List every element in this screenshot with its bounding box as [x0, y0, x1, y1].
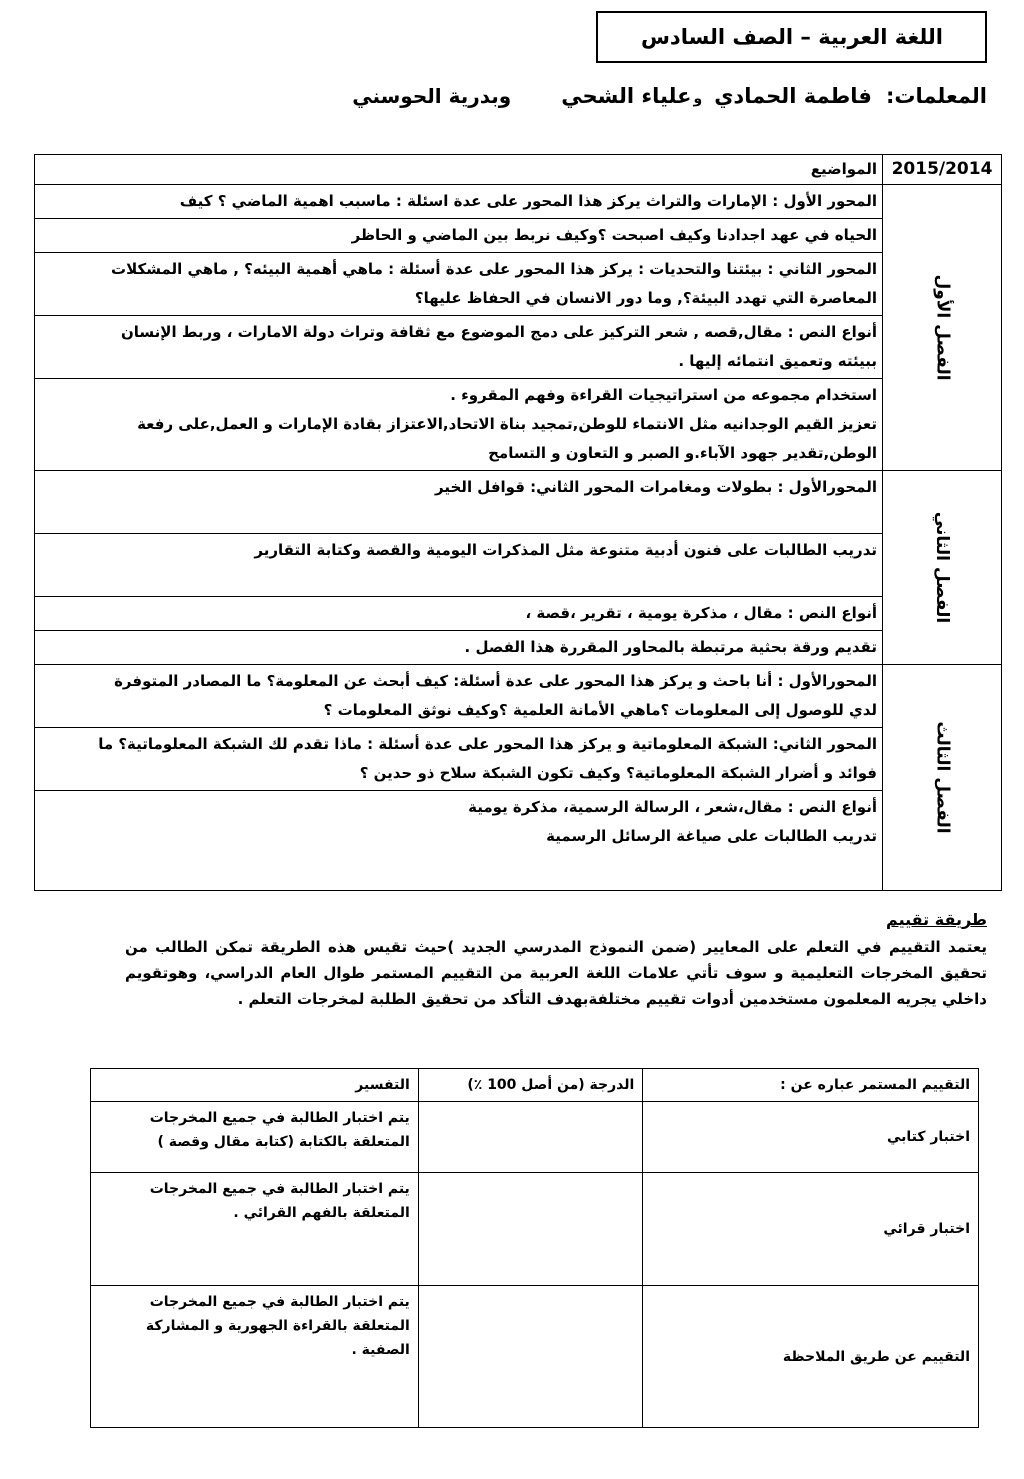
plan-row — [35, 631, 1002, 665]
plan-row — [35, 728, 1002, 791]
plan-topic-line: الوطن,تقدير جهود الآباء.و الصبر و التعاون و التسامح — [488, 444, 877, 462]
evaluation-description: يتم اختبار الطالبة في جميع المخرجات المتعلقة بالكتابة (كتابة مقال وقصة ) — [91, 1102, 419, 1173]
semester-label-cell — [883, 665, 1002, 891]
evaluation-table — [90, 1068, 979, 1428]
evaluation-type: اختبار قرائي — [643, 1173, 979, 1286]
evaluation-header-row — [91, 1069, 979, 1102]
plan-header-row — [35, 155, 1002, 185]
plan-topic-cell — [35, 316, 883, 379]
evaluation-description: يتم اختبار الطالبة في جميع المخرجات المتعلقة بالقراءة الجهورية و المشاركة الصفية . — [91, 1286, 419, 1428]
semester-label: الفصل الثاني — [932, 511, 953, 624]
plan-topic-cell — [35, 665, 883, 728]
plan-topic-line: تدريب الطالبات على فنون أدبية متنوعة مثل المذكرات اليومية والقصة وكتابة التقارير — [254, 541, 877, 559]
teacher-name-2: علياء الشحي — [561, 84, 692, 108]
plan-row — [35, 253, 1002, 316]
plan-topic-line: المحور الأول : الإمارات والتراث يركز هذا المحور على عدة اسئلة : ماسبب اهمية الماضي ؟ كيف — [179, 192, 877, 210]
plan-row — [35, 219, 1002, 253]
plan-row — [35, 597, 1002, 631]
plan-topic-cell — [35, 631, 883, 665]
evaluation-grade — [418, 1173, 643, 1286]
plan-topic-line: أنواع النص : مقال,قصه , شعر التركيز على دمج الموضوع مع ثقافة وتراث دولة الامارات ، وربط الإنسان — [120, 323, 877, 341]
teacher-separator: و — [693, 91, 703, 107]
plan-topic-cell — [35, 379, 883, 471]
plan-topic-line: ببيئته وتعميق انتمائه إليها . — [678, 352, 877, 370]
plan-topic-cell — [35, 534, 883, 597]
teachers-line — [287, 84, 987, 108]
teacher-name-1: فاطمة الحمادي — [714, 84, 872, 108]
evaluation-type: التقييم عن طريق الملاحظة — [643, 1286, 979, 1428]
document-title-text: اللغة العربية – الصف السادس — [640, 25, 943, 49]
plan-row — [35, 791, 1002, 891]
plan-topic-line — [40, 851, 877, 880]
plan-topic-line: المحورالأول : بطولات ومغامرات المحور الثاني: قوافل الخير — [435, 478, 877, 496]
teachers-label: المعلمات: — [885, 84, 987, 108]
plan-topic-line: المحور الثاني : بيئتنا والتحديات : يركز هذا المحور على عدة أسئلة : ماهي أهمية البيئه؟ , ماهي المشكلات — [111, 260, 877, 278]
teacher-name-3: وبدرية الحوسني — [352, 84, 512, 108]
year-header: 2015/2014 — [883, 155, 1002, 185]
plan-topic-cell — [35, 791, 883, 891]
evaluation-description: يتم اختبار الطالبة في جميع المخرجات المتعلقة بالفهم القرائي . — [91, 1173, 419, 1286]
plan-row — [35, 665, 1002, 728]
plan-topic-line: لدي للوصول إلى المعلومات ؟ماهي الأمانة العلمية ؟وكيف نوثق المعلومات ؟ — [323, 701, 877, 719]
evaluation-header-type: التقييم المستمر عباره عن : — [643, 1069, 979, 1102]
plan-topic-cell — [35, 597, 883, 631]
plan-topic-line: تقديم ورقة بحثية مرتبطة بالمحاور المقررة هذا الفصل . — [464, 638, 877, 656]
plan-row — [35, 534, 1002, 597]
semester-label: الفصل الأول — [932, 274, 953, 381]
plan-topic-line: استخدام مجموعه من استراتيجيات القراءة وفهم المقروء . — [450, 386, 877, 404]
plan-topic-cell — [35, 471, 883, 534]
plan-row — [35, 185, 1002, 219]
plan-topic-line — [40, 565, 877, 594]
evaluation-row — [91, 1102, 979, 1173]
plan-topic-cell — [35, 185, 883, 219]
plan-topic-line: المعاصرة التي تهدد البيئة؟, وما دور الانسان في الحفاظ عليها؟ — [414, 289, 877, 307]
evaluation-header-grade: الدرجة (من أصل 100 ٪) — [418, 1069, 643, 1102]
evaluation-type: اختبار كتابي — [643, 1102, 979, 1173]
evaluation-grade — [418, 1102, 643, 1173]
plan-topic-cell — [35, 219, 883, 253]
plan-topic-line: الحياه في عهد اجدادنا وكيف اصبحت ؟وكيف نربط بين الماضي و الحاظر — [351, 226, 877, 244]
evaluation-row — [91, 1173, 979, 1286]
plan-topic-line: المحور الثاني: الشبكة المعلوماتية و يركز هذا المحور على عدة أسئلة : ماذا تقدم لك الشبكة المعلوماتية؟ ما — [98, 735, 877, 753]
plan-topic-line: تعزيز القيم الوجدانيه مثل الانتماء للوطن,تمجيد بناة الاتحاد,الاعتزاز بقادة الإمارات و العمل,على رفعة — [137, 415, 877, 433]
plan-row — [35, 471, 1002, 534]
topics-header: المواضيع — [35, 155, 883, 185]
evaluation-grade — [418, 1286, 643, 1428]
semester-label-cell — [883, 471, 1002, 665]
plan-row — [35, 379, 1002, 471]
assessment-heading: طريقة تقييم — [886, 910, 987, 929]
evaluation-row — [91, 1286, 979, 1428]
document-title — [596, 11, 987, 63]
plan-topic-line: أنواع النص : مقال ، مذكرة يومية ، تقرير ،قصة ، — [525, 604, 877, 622]
plan-row — [35, 316, 1002, 379]
semester-label-cell — [883, 185, 1002, 471]
plan-topic-line: تدريب الطالبات على صياغة الرسائل الرسمية — [546, 827, 877, 845]
plan-topic-cell — [35, 728, 883, 791]
plan-topic-cell — [35, 253, 883, 316]
plan-topic-line: فوائد و أضرار الشبكة المعلوماتية؟ وكيف تكون الشبكة سلاح ذو حدين ؟ — [359, 764, 877, 782]
semester-label: الفصل الثالث — [932, 721, 953, 834]
curriculum-plan-table — [34, 154, 1002, 891]
plan-topic-line: المحورالأول : أنا باحث و يركز هذا المحور على عدة أسئلة: كيف أبحث عن المعلومة؟ ما المصادر المتوفرة — [114, 672, 877, 690]
evaluation-header-description: التفسير — [91, 1069, 419, 1102]
plan-topic-line — [40, 502, 877, 531]
plan-topic-line: أنواع النص : مقال،شعر ، الرسالة الرسمية، مذكرة يومية — [468, 798, 877, 816]
assessment-paragraph: يعتمد التقييم في التعلم على المعايير (ضمن النموذج المدرسي الجديد )حيث تقيس هذه الطريقة تمكن الطالب من تحقيق المخرجات التعليمية و سوف تأتي علامات اللغة العربية من التقييم المستمر طوال العام الدراسي، وهوتقويم داخلي يجريه المعلمون مستخدمين أدوات تقييم مختلفةبهدف التأكد من تحقيق الطلبة لمخرجات التعلم . — [125, 938, 987, 1008]
